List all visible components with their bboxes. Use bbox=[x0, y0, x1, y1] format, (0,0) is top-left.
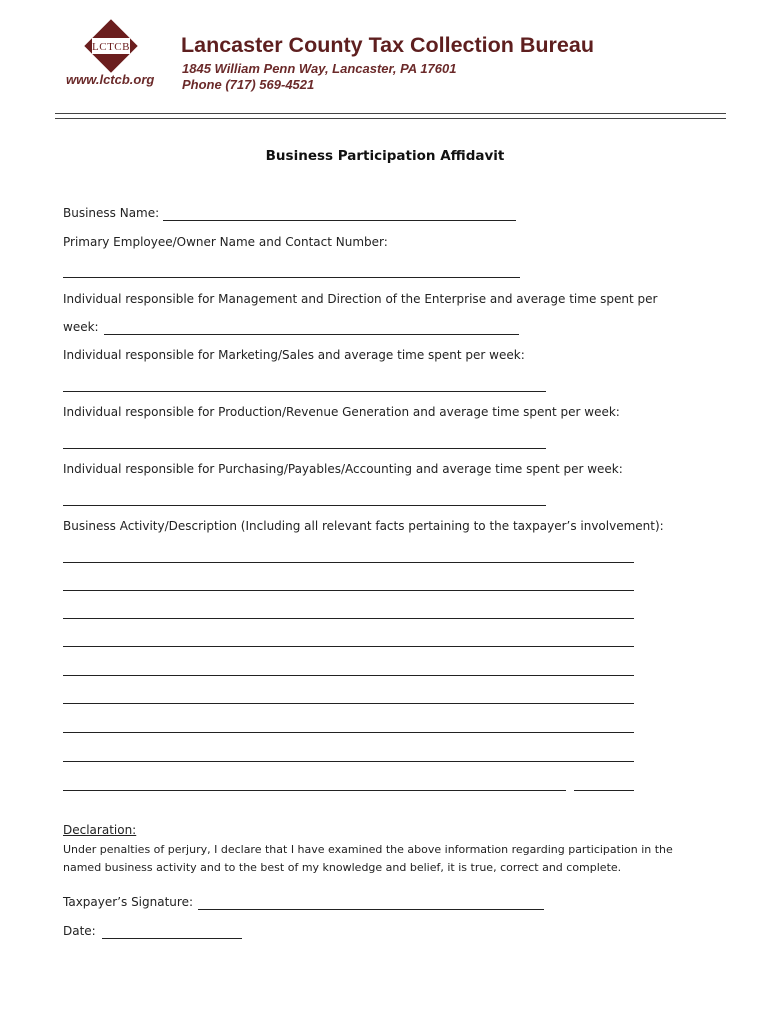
activity-label: Business Activity/Description (Including all relevant facts pertaining to the taxpayer’s involvement): bbox=[63, 519, 664, 533]
production-field[interactable] bbox=[63, 448, 546, 449]
lctcb-logo bbox=[83, 18, 139, 74]
header-rule-top bbox=[55, 113, 726, 114]
activity-line[interactable] bbox=[63, 675, 634, 676]
document-title: Business Participation Affidavit bbox=[265, 148, 505, 164]
website-link[interactable]: www.lctcb.org bbox=[66, 72, 155, 87]
management-field[interactable] bbox=[104, 334, 519, 335]
signature-field[interactable] bbox=[198, 909, 544, 910]
primary-employee-label: Primary Employee/Owner Name and Contact Number: bbox=[63, 235, 388, 249]
purchasing-field[interactable] bbox=[63, 505, 546, 506]
activity-line[interactable] bbox=[63, 590, 634, 591]
marketing-label: Individual responsible for Marketing/Sales and average time spent per week: bbox=[63, 348, 525, 362]
activity-line[interactable] bbox=[63, 732, 634, 733]
logo-text: LCTCB bbox=[92, 41, 130, 53]
header-rule-bottom bbox=[55, 118, 726, 119]
org-name: Lancaster County Tax Collection Bureau bbox=[181, 33, 594, 57]
date-field[interactable] bbox=[102, 938, 242, 939]
purchasing-label: Individual responsible for Purchasing/Payables/Accounting and average time spent per week: bbox=[63, 462, 623, 476]
activity-line[interactable] bbox=[63, 646, 634, 647]
org-phone: Phone (717) 569-4521 bbox=[182, 77, 315, 92]
management-week-label: week: bbox=[63, 320, 99, 334]
business-name-label: Business Name: bbox=[63, 206, 160, 220]
activity-line[interactable] bbox=[63, 790, 566, 791]
signature-label: Taxpayer’s Signature: bbox=[63, 895, 194, 909]
management-label: Individual responsible for Management and Direction of the Enterprise and average time spent per bbox=[63, 292, 658, 306]
org-address: 1845 William Penn Way, Lancaster, PA 17601 bbox=[182, 61, 457, 76]
primary-employee-field[interactable] bbox=[63, 277, 520, 278]
activity-line[interactable] bbox=[63, 761, 634, 762]
activity-line[interactable] bbox=[63, 703, 634, 704]
production-label: Individual responsible for Production/Revenue Generation and average time spent per week: bbox=[63, 405, 620, 419]
marketing-field[interactable] bbox=[63, 391, 546, 392]
business-name-field[interactable] bbox=[163, 220, 516, 221]
activity-line[interactable] bbox=[574, 790, 634, 791]
declaration-text: Under penalties of perjury, I declare that I have examined the above information regarding participation in the named business activity and to the best of my knowledge and belief, it is true, correct and complete. bbox=[63, 843, 673, 874]
declaration-heading: Declaration: bbox=[63, 823, 137, 837]
date-label: Date: bbox=[63, 924, 96, 938]
activity-line[interactable] bbox=[63, 562, 634, 563]
activity-line[interactable] bbox=[63, 618, 634, 619]
